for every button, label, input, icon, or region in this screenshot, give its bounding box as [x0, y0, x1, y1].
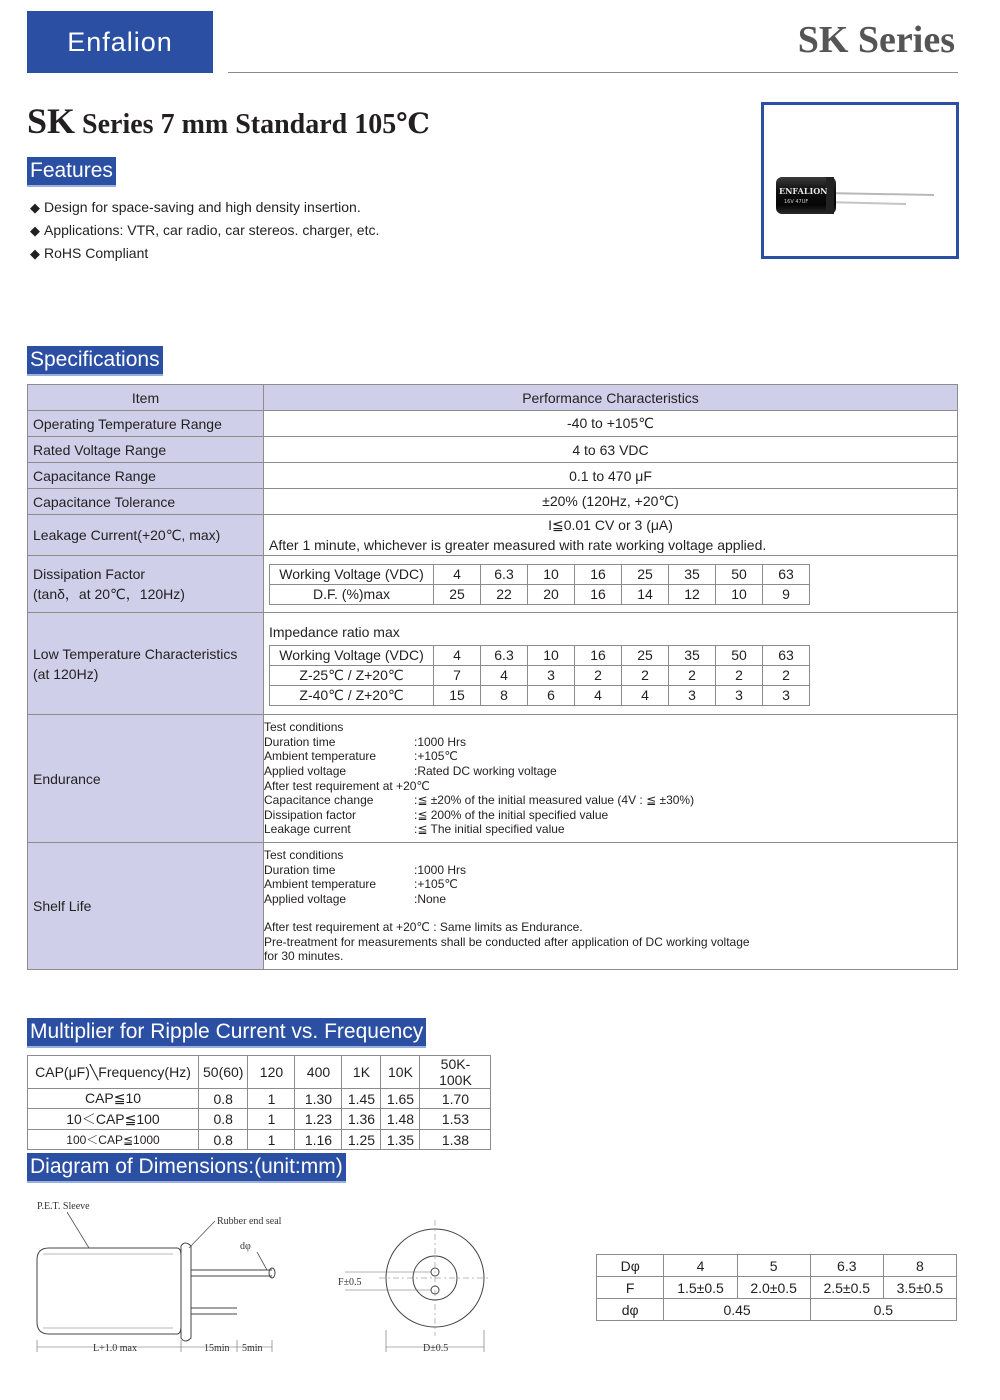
d-phi-label: dφ	[240, 1241, 251, 1252]
multiplier-cell: 1	[248, 1130, 295, 1150]
z25-cell: 7	[434, 665, 481, 685]
multiplier-cell: 1.65	[381, 1089, 420, 1109]
shelf-key: Duration time	[264, 862, 336, 877]
dim-row-label: F	[597, 1277, 664, 1299]
voltage-cell: 10	[528, 645, 575, 665]
dim-row-label: Dφ	[597, 1255, 664, 1277]
df-cell: 20	[528, 584, 575, 604]
endurance-after: After test requirement at +20℃	[264, 778, 430, 793]
endurance-cell	[264, 715, 958, 843]
leakage-note: After 1 minute, whichever is greater measured with rate working voltage applied.	[269, 537, 767, 553]
table-row-label: Working Voltage (VDC)	[270, 564, 434, 584]
min5-label: 5min	[242, 1343, 263, 1354]
multiplier-cell: 1.23	[295, 1109, 342, 1130]
freq-header: 1K	[342, 1056, 381, 1089]
endurance-value: :≦ ±20% of the initial measured value (4V : ≦ ±30%)	[414, 793, 695, 808]
dim-cell: 0.45	[664, 1299, 810, 1321]
spec-value: -40 to +105℃	[264, 411, 958, 437]
cap-range: 10＜CAP≦100	[28, 1109, 199, 1130]
freq-header: 50K-100K	[420, 1056, 491, 1089]
shelf-value: :1000 Hrs	[414, 862, 467, 877]
multiplier-cell: 1.53	[420, 1109, 491, 1130]
voltage-cell: 16	[575, 564, 622, 584]
multiplier-cell: 1	[248, 1089, 295, 1109]
shelf-value: :+105℃	[414, 877, 458, 892]
ripple-heading: Multiplier for Ripple Current vs. Frequency	[27, 1018, 426, 1046]
dim-cell: 2.0±0.5	[737, 1277, 810, 1299]
voltage-cell: 25	[622, 645, 669, 665]
z40-cell: 4	[622, 685, 669, 705]
z40-cell: 3	[669, 685, 716, 705]
shelf-value: :None	[414, 891, 447, 906]
multiplier-cell: 1.38	[420, 1130, 491, 1150]
voltage-cell: 10	[528, 564, 575, 584]
endurance-value: :≦ 200% of the initial specified value	[414, 807, 609, 822]
dim-cell: 1.5±0.5	[664, 1277, 737, 1299]
voltage-cell: 35	[669, 564, 716, 584]
endurance-key: Dissipation factor	[264, 807, 357, 822]
multiplier-cell: 1.70	[420, 1089, 491, 1109]
brand-name: Enfalion	[67, 26, 173, 57]
multiplier-cell: 1.30	[295, 1089, 342, 1109]
feature-item	[30, 242, 379, 265]
multiplier-cell: 0.8	[199, 1130, 248, 1150]
endurance-row	[264, 749, 957, 764]
freq-header: 400	[295, 1056, 342, 1089]
voltage-cell: 4	[434, 564, 481, 584]
voltage-cell: 16	[575, 645, 622, 665]
low-temp-label	[28, 613, 264, 715]
dim-row-label: dφ	[597, 1299, 664, 1321]
d-phi-leader	[257, 1252, 267, 1270]
spec-value: 0.1 to 470 μF	[264, 463, 958, 489]
dimensions-heading: Diagram of Dimensions:(unit:mm)	[27, 1153, 346, 1181]
table-row-label: Z-25℃ / Z+20℃	[270, 665, 434, 685]
dissipation-label-2: (tanδ，at 20℃，120Hz)	[33, 586, 185, 602]
cap-range: CAP≦10	[28, 1089, 199, 1109]
multiplier-cell: 1.16	[295, 1130, 342, 1150]
table-row-label: Working Voltage (VDC)	[270, 645, 434, 665]
cap-range: 100＜CAP≦1000	[28, 1130, 199, 1150]
df-cell: 14	[622, 584, 669, 604]
endurance-key: Ambient temperature	[264, 749, 377, 764]
z25-cell: 2	[575, 665, 622, 685]
z25-cell: 2	[622, 665, 669, 685]
specifications-table	[27, 384, 958, 970]
series-label: SK Series	[797, 19, 955, 61]
spec-label: Rated Voltage Range	[28, 437, 264, 463]
shelf-key: Ambient temperature	[264, 877, 377, 892]
freq-header: 50(60)	[199, 1056, 248, 1089]
dim-cell: 4	[664, 1255, 737, 1277]
rubber-seal-leader	[189, 1221, 215, 1248]
spec-col-performance: Performance Characteristics	[264, 385, 958, 411]
z40-cell: 4	[575, 685, 622, 705]
multiplier-cell: 1.48	[381, 1109, 420, 1130]
endurance-value: :+105℃	[414, 749, 458, 764]
multiplier-cell: 0.8	[199, 1109, 248, 1130]
dim-cell: 8	[883, 1255, 956, 1277]
voltage-cell: 6.3	[481, 645, 528, 665]
z40-cell: 15	[434, 685, 481, 705]
z25-cell: 2	[669, 665, 716, 685]
ripple-corner: CAP(μF)╲Frequency(Hz)	[28, 1056, 199, 1089]
capacitor-body-outline	[37, 1248, 181, 1334]
dim-cell: 2.5±0.5	[810, 1277, 883, 1299]
impedance-table	[269, 645, 810, 706]
z40-cell: 3	[763, 685, 810, 705]
feature-text: Design for space-saving and high density insertion.	[44, 199, 361, 215]
endurance-row	[264, 764, 957, 779]
product-photo	[761, 102, 959, 259]
feature-text: Applications: VTR, car radio, car stereos. charger, etc.	[44, 222, 380, 238]
min15-label: 15min	[204, 1343, 230, 1354]
voltage-cell: 63	[763, 645, 810, 665]
voltage-cell: 63	[763, 564, 810, 584]
low-temp-label-2: (at 120Hz)	[33, 665, 99, 682]
pet-sleeve-label: P.E.T. Sleeve	[37, 1201, 90, 1212]
leakage-cell	[264, 515, 958, 556]
capacitor-brand-text: ENFALION	[779, 186, 828, 196]
voltage-cell: 50	[716, 645, 763, 665]
dissipation-label-1: Dissipation Factor	[33, 566, 146, 582]
feature-text: RoHS Compliant	[44, 245, 149, 261]
endurance-row	[264, 793, 957, 808]
rubber-end-seal	[181, 1243, 191, 1341]
l-dimension-label: L+1.0 max	[93, 1343, 137, 1354]
dim-cell: 3.5±0.5	[883, 1277, 956, 1299]
rubber-seal-label: Rubber end seal	[217, 1216, 282, 1227]
pet-sleeve-leader	[67, 1212, 89, 1248]
features-heading: Features	[27, 157, 116, 185]
spec-label: Capacitance Tolerance	[28, 489, 264, 515]
dimension-drawings	[27, 1190, 497, 1360]
freq-header: 10K	[381, 1056, 420, 1089]
multiplier-cell: 1.36	[342, 1109, 381, 1130]
ripple-table	[27, 1055, 491, 1150]
spec-value: 4 to 63 VDC	[264, 437, 958, 463]
spec-label: Capacitance Range	[28, 463, 264, 489]
z25-cell: 2	[763, 665, 810, 685]
endurance-row	[264, 735, 957, 750]
impedance-caption: Impedance ratio max	[269, 623, 400, 640]
page-title	[27, 100, 430, 142]
shelf-life-cell	[264, 843, 958, 970]
dissipation-table	[269, 564, 810, 605]
z40-cell: 8	[481, 685, 528, 705]
voltage-cell: 35	[669, 645, 716, 665]
lead-long	[824, 193, 934, 195]
z40-cell: 3	[716, 685, 763, 705]
multiplier-cell: 1.25	[342, 1130, 381, 1150]
df-cell: 25	[434, 584, 481, 604]
diamond-bullet-icon: ◆	[30, 200, 40, 215]
page-title-series: SK	[27, 101, 76, 141]
endurance-key: Duration time	[264, 734, 336, 749]
shelf-key: Applied voltage	[264, 891, 347, 906]
shelf-note: for 30 minutes.	[264, 949, 344, 964]
endurance-value: :≦ The initial specified value	[414, 822, 565, 837]
brand-logo	[27, 11, 213, 73]
table-row-label: Z-40℃ / Z+20℃	[270, 685, 434, 705]
dimensions-table	[596, 1254, 957, 1321]
df-cell: 9	[763, 584, 810, 604]
multiplier-cell: 0.8	[199, 1089, 248, 1109]
z25-cell: 3	[528, 665, 575, 685]
multiplier-cell: 1.45	[342, 1089, 381, 1109]
shelf-row	[264, 863, 957, 878]
multiplier-cell: 1.35	[381, 1130, 420, 1150]
endurance-value: :Rated DC working voltage	[414, 763, 557, 778]
df-cell: 10	[716, 584, 763, 604]
voltage-cell: 4	[434, 645, 481, 665]
capacitor-rating-text: 16V 47UF	[784, 199, 809, 205]
header-divider	[228, 72, 958, 73]
spec-label: Shelf Life	[28, 843, 264, 970]
shelf-test-conditions: Test conditions	[264, 847, 344, 862]
df-cell: 22	[481, 584, 528, 604]
diamond-bullet-icon: ◆	[30, 223, 40, 238]
shelf-note: After test requirement at +20℃ : Same limits as Endurance.	[264, 920, 583, 935]
lead-short	[824, 202, 906, 204]
f-tolerance-label: F±0.5	[338, 1277, 362, 1288]
dim-cell: 0.5	[810, 1299, 956, 1321]
low-temp-cell	[264, 613, 958, 715]
voltage-cell: 6.3	[481, 564, 528, 584]
leakage-formula: I≦0.01 CV or 3 (μA)	[548, 517, 673, 533]
feature-item	[30, 219, 379, 242]
shelf-note: Pre-treatment for measurements shall be conducted after application of DC working voltage	[264, 934, 750, 949]
endurance-value: :1000 Hrs	[414, 734, 467, 749]
spec-label: Operating Temperature Range	[28, 411, 264, 437]
low-temp-label-1: Low Temperature Characteristics	[33, 645, 238, 662]
d-tolerance-label: D±0.5	[423, 1343, 449, 1354]
features-list	[30, 196, 379, 265]
endurance-key: Applied voltage	[264, 763, 347, 778]
dissipation-label	[28, 556, 264, 613]
diamond-bullet-icon: ◆	[30, 246, 40, 261]
table-row-label: D.F. (%)max	[270, 584, 434, 604]
shelf-row	[264, 877, 957, 892]
dissipation-cell	[264, 556, 958, 613]
spec-label: Endurance	[28, 715, 264, 843]
feature-item	[30, 196, 379, 219]
dim-cell: 5	[737, 1255, 810, 1277]
spacer	[264, 906, 957, 920]
endurance-test-conditions: Test conditions	[264, 720, 344, 735]
dim-cell: 6.3	[810, 1255, 883, 1277]
freq-header: 120	[248, 1056, 295, 1089]
voltage-cell: 50	[716, 564, 763, 584]
z25-cell: 2	[716, 665, 763, 685]
endurance-key: Capacitance change	[264, 793, 374, 808]
sleeve-lines	[43, 1254, 173, 1328]
endurance-row	[264, 822, 957, 837]
voltage-cell: 25	[622, 564, 669, 584]
spec-label: Leakage Current(+20℃, max)	[28, 515, 264, 556]
capacitor-image	[764, 105, 956, 256]
spec-value: ±20% (120Hz, +20℃)	[264, 489, 958, 515]
spec-col-item: Item	[28, 385, 264, 411]
shelf-row	[264, 892, 957, 907]
z25-cell: 4	[481, 665, 528, 685]
z40-cell: 6	[528, 685, 575, 705]
endurance-key: Leakage current	[264, 822, 351, 837]
page-title-rest: Series 7 mm Standard 105℃	[75, 109, 430, 140]
df-cell: 16	[575, 584, 622, 604]
endurance-row	[264, 808, 957, 823]
df-cell: 12	[669, 584, 716, 604]
specifications-heading: Specifications	[27, 346, 163, 374]
multiplier-cell: 1	[248, 1109, 295, 1130]
